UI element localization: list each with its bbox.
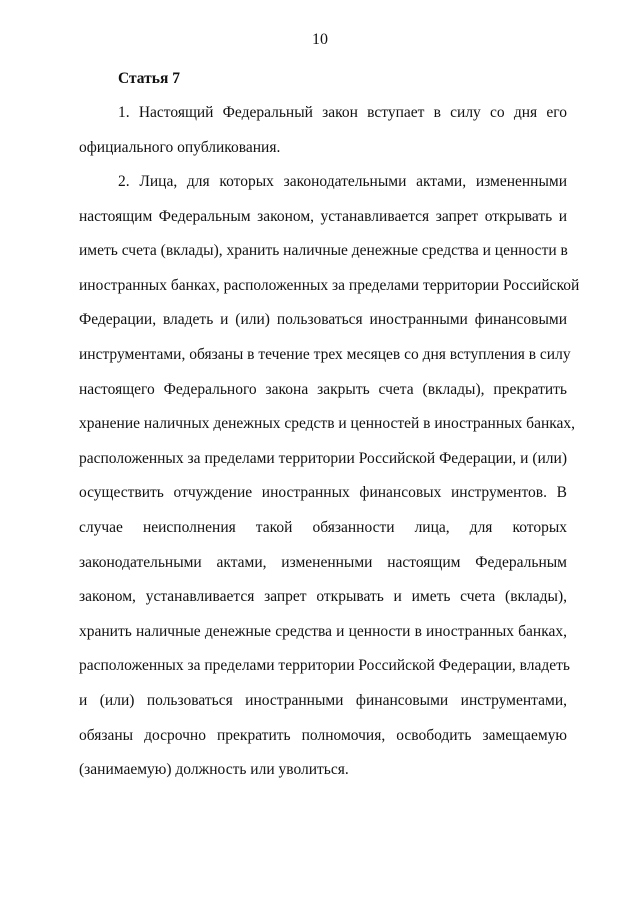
paragraph-line: хранить наличные денежные средства и ценности в иностранных банках, — [79, 622, 567, 640]
paragraph-line: (занимаемую) должность или уволиться. — [79, 761, 349, 779]
paragraph-line: официального опубликования. — [79, 138, 281, 156]
paragraph-line: инструментами, обязаны в течение трех месяцев со дня вступления в силу — [79, 345, 571, 363]
paragraph-1 — [79, 102, 567, 171]
paragraph-2 — [79, 171, 580, 794]
paragraph-line: законодательными актами, измененными настоящим Федеральным — [79, 553, 567, 571]
paragraph-line: 1. Настоящий Федеральный закон вступает в силу со дня его — [118, 104, 567, 121]
paragraph-line: настоящим Федеральным законом, устанавливается запрет открывать и — [79, 207, 567, 225]
paragraph-line: настоящего Федерального закона закрыть счета (вклады), прекратить — [79, 380, 567, 398]
paragraph-line: Федерации, владеть и (или) пользоваться иностранными финансовыми — [79, 311, 567, 329]
paragraph-line: случае неисполнения такой обязанности лица, для которых — [79, 518, 567, 536]
paragraph-line: хранение наличных денежных средств и ценностей в иностранных банках, — [79, 415, 576, 433]
paragraph-line: иностранных банках, расположенных за пределами территории Российской — [79, 276, 580, 294]
paragraph-line: расположенных за пределами территории Российской Федерации, владеть — [79, 657, 570, 675]
paragraph-line: иметь счета (вклады), хранить наличные денежные средства и ценности в — [79, 242, 568, 260]
paragraph-line: и (или) пользоваться иностранными финансовыми инструментами, — [79, 691, 567, 709]
paragraph-line: расположенных за пределами территории Российской Федерации, и (или) — [79, 449, 567, 467]
paragraph-line: 2. Лица, для которых законодательными актами, измененными — [118, 173, 567, 190]
paragraph-line: законом, устанавливается запрет открывать и иметь счета (вклады), — [79, 588, 567, 606]
article-title: Статья 7 — [118, 70, 180, 87]
page-number: 10 — [312, 31, 328, 48]
paragraph-line: обязаны досрочно прекратить полномочия, освободить замещаемую — [79, 726, 567, 744]
paragraph-line: осуществить отчуждение иностранных финансовых инструментов. В — [79, 484, 567, 502]
